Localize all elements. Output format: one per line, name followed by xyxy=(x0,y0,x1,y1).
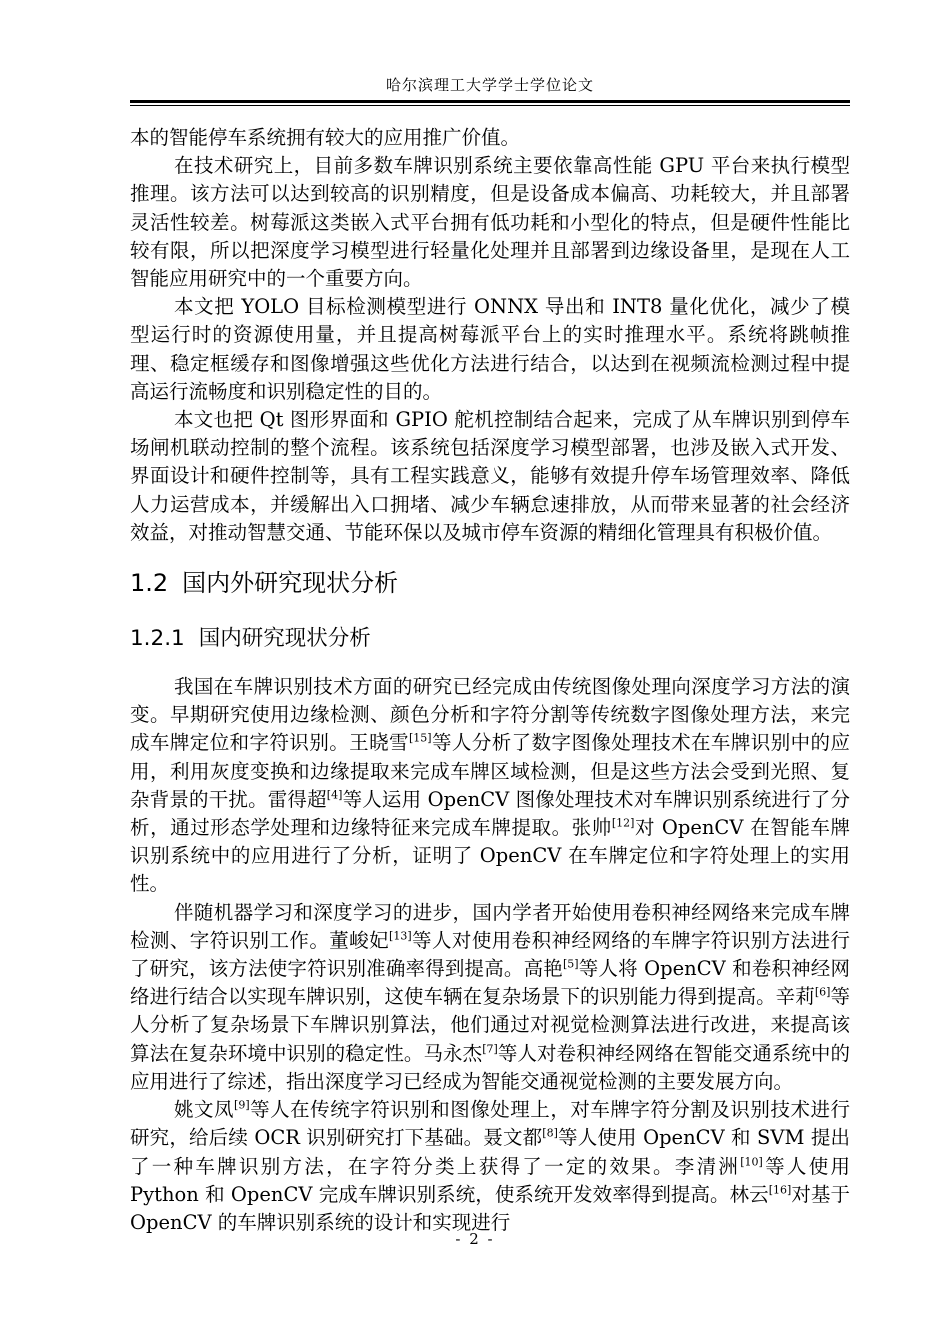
paragraph: 本文也把 Qt 图形界面和 GPIO 舵机控制结合起来，完成了从车牌识别到停车场闸机联动控制的整个流程。该系统包括深度学习模型部署，也涉及嵌入式开发、界面设计和硬件控制等，具有工程实践意义，能够有效提升停车场管理效率、降低人力运营成本，并缓解出入口拥堵、减少车辆怠速排放，从而带来显著的社会经济效益，对推动智慧交通、节能环保以及城市停车资源的精细化管理具有积极价值。 xyxy=(130,408,850,544)
text-run: 等人对卷积神经网络在智能交通系统中的应用进行了综述，指出深度学习已经成为智能交通视觉检测的主要发展方向。 xyxy=(130,1041,850,1093)
paragraph xyxy=(130,673,850,899)
text-run: 等人将 OpenCV 和卷积神经网络进行结合以实现车牌识别，这使车辆在复杂场景下的识别能力得到提高。辛莉 xyxy=(130,957,850,1009)
citation: [13] xyxy=(389,929,412,943)
citation: [5] xyxy=(562,957,579,971)
section-heading xyxy=(130,565,850,601)
text-run: 等人分析了复杂场景下车牌识别算法，他们通过对视觉检测算法进行改进，来提高该算法在复杂环境中识别的稳定性。马永杰 xyxy=(130,985,850,1065)
header-rule-thick xyxy=(130,100,850,103)
body-text xyxy=(130,124,850,1237)
text-run: 等人分析了数字图像处理技术在车牌识别中的应用，利用灰度变换和边缘提取来完成车牌区域检测，但是这些方法会受到光照、复杂背景的干扰。雷得超 xyxy=(130,731,850,811)
text-run: 等人运用 OpenCV 图像处理技术对车牌识别系统进行了分析，通过形态学处理和边缘特征来完成车牌提取。张帅 xyxy=(130,787,850,840)
subsection-title: 国内研究现状分析 xyxy=(198,626,371,652)
citation: [10] xyxy=(740,1155,763,1168)
citation: [16] xyxy=(768,1183,792,1197)
text-run: 等人对使用卷积神经网络的车牌字符识别方法进行了研究，该方法使字符识别准确率得到提高。高艳 xyxy=(130,928,850,981)
text-run: 伴随机器学习和深度学习的进步，国内学者开始使用卷积神经网络来完成车牌检测、字符识别工作。董峻妃 xyxy=(130,900,850,952)
text-run: 等人使用 OpenCV 和 SVM 提出了一种车牌识别方法，在字符分类上获得了一定的效果。李清洲 xyxy=(130,1126,850,1178)
text-run: 我国在车牌识别技术方面的研究已经完成由传统图像处理向深度学习方法的演变。早期研究使用边缘检测、颜色分析和字符分割等传统数字图像处理方法，来完成车牌定位和字符识别。王晓雪 xyxy=(130,675,850,755)
paragraph: 本文把 YOLO 目标检测模型进行 ONNX 导出和 INT8 量化优化，减少了模型运行时的资源使用量，并且提高树莓派平台上的实时推理水平。系统将跳帧推理、稳定框缓存和图像增强这些优化方法进行结合，以达到在视频流检测过程中提高运行流畅度和识别稳定性的目的。 xyxy=(130,295,850,403)
section-number: 1.2 xyxy=(130,569,169,598)
text-run: 对基于 OpenCV 的车牌识别系统的设计和实现进行 xyxy=(130,1182,850,1234)
paragraph xyxy=(130,1096,850,1237)
subsection-heading xyxy=(130,623,850,655)
section-title: 国内外研究现状分析 xyxy=(182,569,399,598)
running-header: 哈尔滨理工大学学士学位论文 xyxy=(385,76,594,94)
citation: [15] xyxy=(408,731,432,745)
header-rule-thin xyxy=(130,105,850,106)
text-run: 姚文凤 xyxy=(174,1098,235,1122)
paragraph xyxy=(130,899,850,1096)
text-run: 等人使用 Python 和 OpenCV 完成车牌识别系统，使系统开发效率得到提高。林云 xyxy=(130,1154,850,1206)
citation: [6] xyxy=(814,985,831,999)
paragraph: 在技术研究上，目前多数车牌识别系统主要依靠高性能 GPU 平台来执行模型推理。该方法可以达到较高的识别精度，但是设备成本偏高、功耗较大，并且部署灵活性较差。树莓派这类嵌入式平台拥有低功耗和小型化的特点，但是硬件性能比较有限，所以把深度学习模型进行轻量化处理并且部署到边缘设备里，是现在人工智能应用研究中的一个重要方向。 xyxy=(130,154,850,291)
citation: [4] xyxy=(326,788,343,802)
citation: [7] xyxy=(482,1042,498,1056)
text-run: 等人在传统字符识别和图像处理上，对车牌字符分割及识别技术进行研究，给后续 OCR 识别研究打下基础。聂文都 xyxy=(130,1098,850,1150)
citation: [9] xyxy=(234,1098,250,1112)
text-run: 对 OpenCV 在智能车牌识别系统中的应用进行了分析，证明了 OpenCV 在车牌定位和字符处理上的实用性。 xyxy=(130,816,850,896)
paragraph: 本的智能停车系统拥有较大的应用推广价值。 xyxy=(130,126,521,149)
subsection-number: 1.2.1 xyxy=(130,626,185,652)
page-number: - 2 - xyxy=(455,1230,495,1248)
citation: [8] xyxy=(542,1126,558,1140)
citation: [12] xyxy=(611,816,635,830)
